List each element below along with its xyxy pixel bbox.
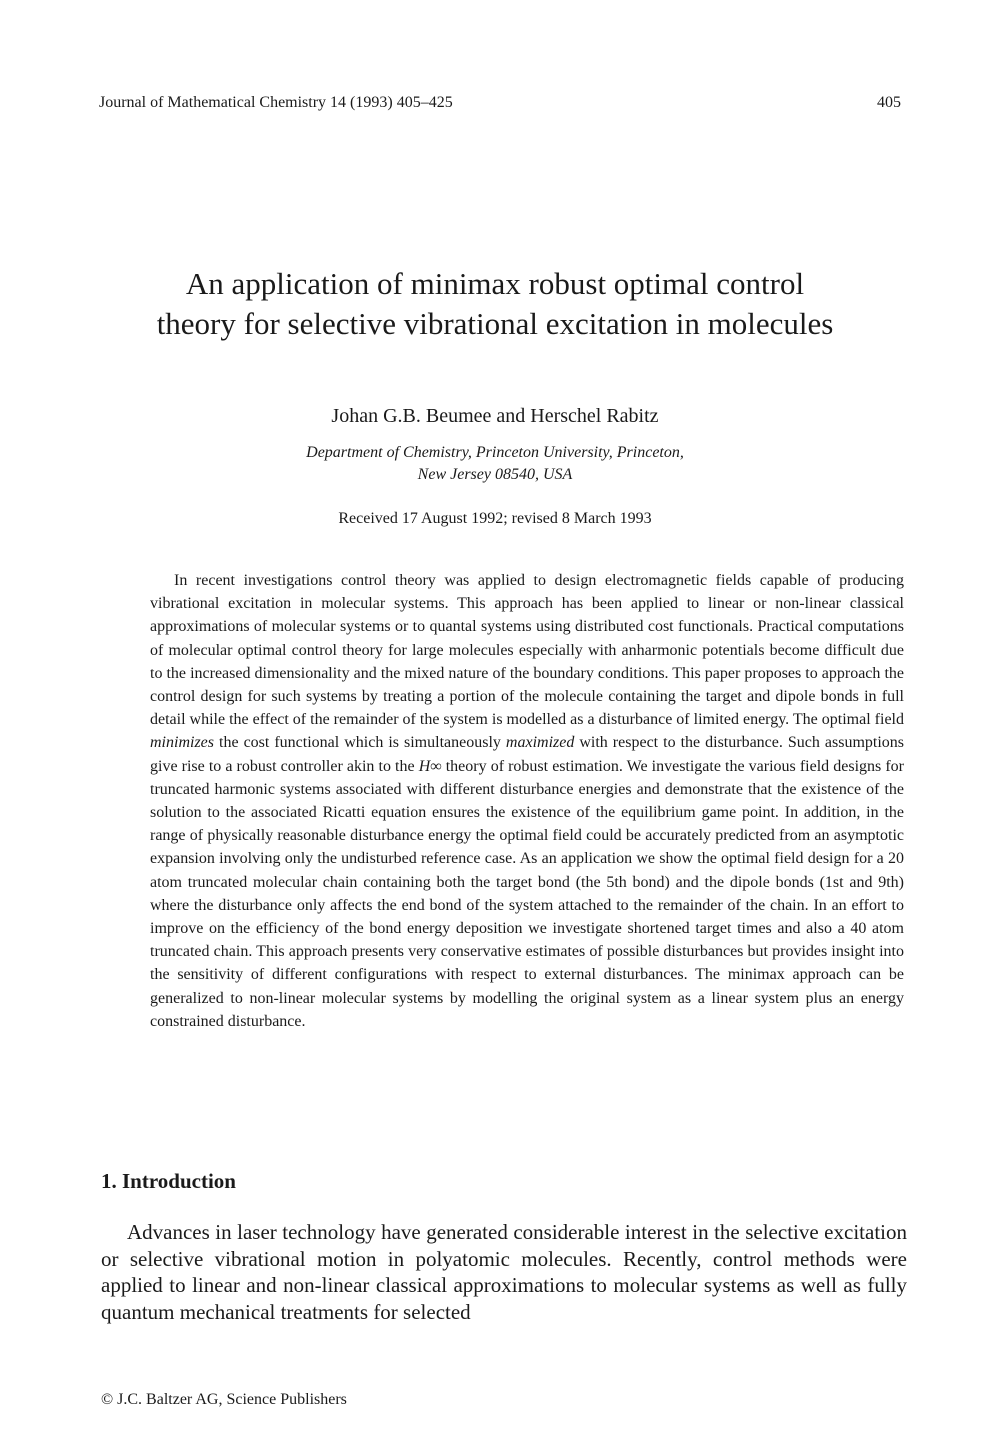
running-head	[99, 94, 901, 112]
abstract	[150, 569, 904, 1033]
journal-citation: Journal of Mathematical Chemistry 14 (1993) 405–425	[99, 94, 453, 111]
introduction-paragraph: Advances in laser technology have generated considerable interest in the selective excitation or selective vibrational motion in polyatomic molecules. Recently, control methods were applied to linear and non-linear classical approximations to molecular systems as well as fully quantum mechanical treatments for selected	[101, 1220, 907, 1324]
abstract-h-infinity-symbol: H∞	[418, 757, 442, 775]
abstract-text-3: with respect to the disturbance. Such assumptions give rise to a robust controller akin to the	[150, 734, 905, 775]
abstract-emphasis-minimizes: minimizes	[150, 734, 214, 752]
affiliation-line-2: New Jersey 08540, USA	[417, 466, 573, 483]
received-dates: Received 17 August 1992; revised 8 March 1993	[338, 510, 652, 527]
affiliation-line-1: Department of Chemistry, Princeton University, Princeton,	[306, 444, 684, 461]
article-title: An application of minimax robust optimal control theory for selective vibrational excitation in molecules	[156, 266, 834, 341]
author-affiliation	[150, 442, 840, 486]
abstract-text-4: theory of robust estimation. We investigate the various field designs for truncated harmonic systems associated with different disturbance energies and demonstrate that the existence of the solution to the associated Ricatti equation ensures the existence of the equilibrium game point. In addition, in the range of physically reasonable disturbance energy the optimal field could be accurately predicted from an asymptotic expansion involving only the undisturbed reference case. As an application we show the optimal field design for a 20 atom truncated molecular chain containing both the target bond (the 5th bond) and the dipole bonds (1st and 9th) where the disturbance only affects the end bond of the system attached to the remainder of the chain. In an effort to improve on the efficiency of the bond energy deposition we investigate shortened target times and also a 40 atom truncated chain. This approach presents very conservative estimates of possible disturbances but provides insight into the sensitivity of different configurations with respect to external disturbances. The minimax approach can be generalized to non-linear molecular systems by modelling the original system as a linear system plus an energy constrained disturbance.	[150, 757, 904, 1030]
publisher-copyright: © J.C. Baltzer AG, Science Publishers	[101, 1391, 347, 1408]
abstract-emphasis-maximized: maximized	[505, 734, 575, 752]
section-heading-introduction: 1. Introduction	[101, 1169, 236, 1193]
article-authors: Johan G.B. Beumee and Herschel Rabitz	[331, 405, 659, 427]
abstract-text-1: In recent investigations control theory was applied to design electromagnetic fields capable of producing vibrational excitation in molecular systems. This approach has been applied to linear or non-linear classical approximations of molecular systems or to quantal systems using distributed cost functionals. Practical computations of molecular optimal control theory for large molecules especially with anharmonic potentials become difficult due to the increased dimensionality and the mixed nature of the boundary conditions. This paper proposes to approach the control design for such systems by treating a portion of the molecule containing the target and dipole bonds in full detail while the effect of the remainder of the system is modelled as a disturbance of limited energy. The optimal field	[150, 572, 904, 729]
page-number: 405	[877, 94, 901, 111]
abstract-text-2: the cost functional which is simultaneously	[214, 734, 506, 752]
